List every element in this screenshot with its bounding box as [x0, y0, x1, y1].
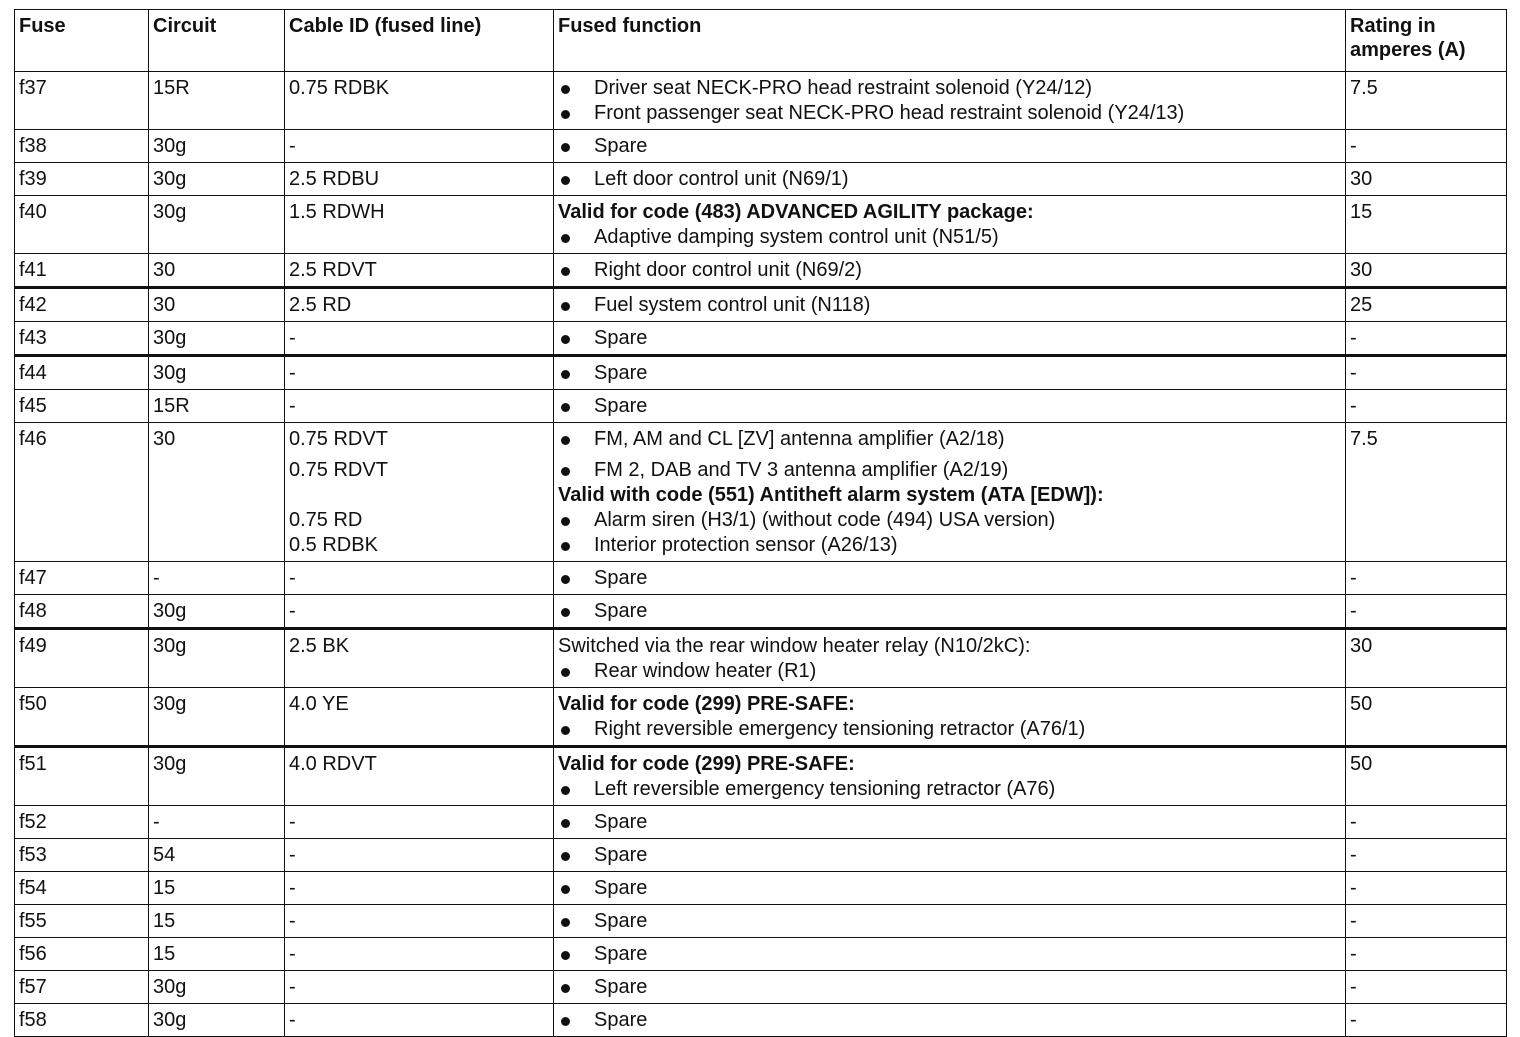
cable-id: 2.5 RDBU	[289, 168, 380, 190]
table-row	[15, 595, 1507, 629]
function-item	[558, 361, 1341, 386]
rating-cell: -	[1346, 1004, 1507, 1037]
circuit-cell: 15	[149, 938, 285, 971]
fuse-cell: f48	[15, 595, 149, 629]
bullet-icon	[558, 909, 594, 934]
rating-cell: 50	[1346, 747, 1507, 806]
table-row	[15, 72, 1507, 130]
function-item	[558, 508, 1341, 533]
function-cell	[554, 72, 1346, 130]
circuit-cell: 30g	[149, 322, 285, 356]
circuit-cell: 15R	[149, 390, 285, 423]
bullet-icon	[558, 533, 594, 558]
function-cell	[554, 163, 1346, 196]
cable-cell	[285, 806, 554, 839]
function-text: Spare	[594, 1009, 648, 1031]
cable-cell	[285, 938, 554, 971]
table-row	[15, 254, 1507, 288]
table-row	[15, 1004, 1507, 1037]
circuit-cell: 30	[149, 288, 285, 322]
function-text: Spare	[594, 362, 648, 384]
circuit-cell: 30g	[149, 356, 285, 390]
header-cable-id: Cable ID (fused line)	[285, 10, 554, 72]
rating-cell: -	[1346, 322, 1507, 356]
function-cell	[554, 938, 1346, 971]
cable-cell	[285, 688, 554, 747]
circuit-cell: 30g	[149, 163, 285, 196]
function-text: Spare	[594, 976, 648, 998]
rating-cell: -	[1346, 390, 1507, 423]
cable-id: 1.5 RDWH	[289, 201, 385, 223]
function-item	[558, 843, 1341, 868]
table-row	[15, 163, 1507, 196]
header-rating-line2: amperes (A)	[1350, 39, 1466, 61]
cable-cell	[285, 322, 554, 356]
function-item	[558, 258, 1341, 283]
cable-cell	[285, 72, 554, 130]
function-cell	[554, 288, 1346, 322]
cable-id: 0.75 RDVT	[289, 428, 388, 450]
function-item	[558, 293, 1341, 318]
function-text: Spare	[594, 395, 648, 417]
rating-cell: -	[1346, 806, 1507, 839]
table-row	[15, 130, 1507, 163]
table-row	[15, 839, 1507, 872]
fuse-cell: f39	[15, 163, 149, 196]
function-note: Switched via the rear window heater relay (N10/2kC):	[558, 635, 1031, 657]
cable-id: 4.0 RDVT	[289, 753, 377, 775]
table-row	[15, 971, 1507, 1004]
cable-cell	[285, 288, 554, 322]
function-text: Spare	[594, 943, 648, 965]
rating-cell: -	[1346, 971, 1507, 1004]
function-item	[558, 810, 1341, 835]
cable-cell	[285, 747, 554, 806]
function-cell	[554, 839, 1346, 872]
table-row	[15, 356, 1507, 390]
circuit-cell: 30g	[149, 595, 285, 629]
circuit-cell: 30g	[149, 629, 285, 688]
circuit-cell: 30	[149, 254, 285, 288]
circuit-cell: -	[149, 562, 285, 595]
fuse-table	[14, 9, 1507, 1037]
bullet-icon	[558, 566, 594, 591]
fuse-cell: f54	[15, 872, 149, 905]
function-item	[558, 134, 1341, 159]
table-row	[15, 938, 1507, 971]
function-condition: Valid for code (483) ADVANCED AGILITY package:	[558, 201, 1034, 223]
rating-cell: -	[1346, 905, 1507, 938]
bullet-icon	[558, 810, 594, 835]
cable-cell	[285, 905, 554, 938]
bullet-icon	[558, 777, 594, 802]
function-item	[558, 458, 1341, 483]
rating-cell: -	[1346, 839, 1507, 872]
cable-cell	[285, 423, 554, 562]
fuse-table-body	[15, 72, 1507, 1037]
function-cell	[554, 872, 1346, 905]
fuse-cell: f47	[15, 562, 149, 595]
function-item	[558, 942, 1341, 967]
rating-cell: -	[1346, 595, 1507, 629]
cable-id: 2.5 BK	[289, 635, 350, 657]
function-cell	[554, 747, 1346, 806]
table-row	[15, 806, 1507, 839]
circuit-cell: 30g	[149, 1004, 285, 1037]
circuit-cell: 30g	[149, 196, 285, 254]
bullet-icon	[558, 975, 594, 1000]
function-cell	[554, 130, 1346, 163]
function-text: Rear window heater (R1)	[594, 660, 817, 682]
fuse-cell: f44	[15, 356, 149, 390]
function-text: Front passenger seat NECK-PRO head restraint solenoid (Y24/13)	[594, 102, 1185, 124]
bullet-icon	[558, 76, 594, 101]
rating-cell: 15	[1346, 196, 1507, 254]
fuse-cell: f58	[15, 1004, 149, 1037]
rating-cell: -	[1346, 938, 1507, 971]
function-text: Alarm siren (H3/1) (without code (494) USA version)	[594, 509, 1056, 531]
function-cell	[554, 595, 1346, 629]
function-cell	[554, 971, 1346, 1004]
cable-cell	[285, 1004, 554, 1037]
circuit-cell: 54	[149, 839, 285, 872]
cable-cell	[285, 356, 554, 390]
cable-cell	[285, 254, 554, 288]
cable-id: -	[289, 976, 296, 998]
table-row	[15, 423, 1507, 562]
bullet-icon	[558, 293, 594, 318]
fuse-cell: f46	[15, 423, 149, 562]
function-text: Spare	[594, 135, 648, 157]
function-cell	[554, 322, 1346, 356]
bullet-icon	[558, 717, 594, 742]
fuse-cell: f38	[15, 130, 149, 163]
function-cell	[554, 254, 1346, 288]
function-text: Adaptive damping system control unit (N51/5)	[594, 226, 999, 248]
function-text: Left reversible emergency tensioning retractor (A76)	[594, 778, 1056, 800]
function-item	[558, 101, 1341, 126]
rating-cell: 30	[1346, 163, 1507, 196]
cable-id: -	[289, 395, 296, 417]
function-cell	[554, 196, 1346, 254]
function-item	[558, 599, 1341, 624]
function-text: FM, AM and CL [ZV] antenna amplifier (A2/18)	[594, 428, 1005, 450]
cable-cell	[285, 390, 554, 423]
cable-cell	[285, 971, 554, 1004]
function-cell	[554, 356, 1346, 390]
header-row	[15, 10, 1507, 72]
function-item	[558, 394, 1341, 419]
function-cell	[554, 688, 1346, 747]
cable-cell	[285, 163, 554, 196]
circuit-cell: 30	[149, 423, 285, 562]
function-cell	[554, 806, 1346, 839]
cable-id: -	[289, 567, 296, 589]
table-row	[15, 905, 1507, 938]
rating-cell: 50	[1346, 688, 1507, 747]
cable-id: -	[289, 844, 296, 866]
table-row	[15, 629, 1507, 688]
rating-cell: 25	[1346, 288, 1507, 322]
function-cell	[554, 562, 1346, 595]
function-item	[558, 975, 1341, 1000]
cable-id: -	[289, 1009, 296, 1031]
circuit-cell: -	[149, 806, 285, 839]
fuse-cell: f37	[15, 72, 149, 130]
fuse-cell: f40	[15, 196, 149, 254]
function-item	[558, 717, 1341, 742]
table-row	[15, 390, 1507, 423]
function-item	[558, 1008, 1341, 1033]
header-fused-function: Fused function	[554, 10, 1346, 72]
bullet-icon	[558, 326, 594, 351]
fuse-cell: f51	[15, 747, 149, 806]
cable-id: 0.75 RD	[289, 509, 363, 531]
function-item	[558, 167, 1341, 192]
cable-id: -	[289, 811, 296, 833]
bullet-icon	[558, 876, 594, 901]
rating-cell: -	[1346, 356, 1507, 390]
function-item	[558, 659, 1341, 684]
bullet-icon	[558, 942, 594, 967]
circuit-cell: 30g	[149, 130, 285, 163]
circuit-cell: 15	[149, 905, 285, 938]
cable-id: -	[289, 877, 296, 899]
function-text: Right door control unit (N69/2)	[594, 259, 862, 281]
function-item	[558, 876, 1341, 901]
function-item	[558, 326, 1341, 351]
circuit-cell: 15R	[149, 72, 285, 130]
function-text: Left door control unit (N69/1)	[594, 168, 849, 190]
fuse-cell: f52	[15, 806, 149, 839]
bullet-icon	[558, 167, 594, 192]
function-item	[558, 777, 1341, 802]
function-condition: Valid with code (551) Antitheft alarm system (ATA [EDW]):	[558, 484, 1104, 506]
function-cell	[554, 629, 1346, 688]
cable-id: -	[289, 943, 296, 965]
bullet-icon	[558, 659, 594, 684]
header-fuse: Fuse	[15, 10, 149, 72]
function-item	[558, 533, 1341, 558]
table-row	[15, 562, 1507, 595]
bullet-icon	[558, 599, 594, 624]
fuse-cell: f57	[15, 971, 149, 1004]
cable-id: -	[289, 600, 296, 622]
function-text: Spare	[594, 910, 648, 932]
cable-id: 0.75 RDVT	[289, 459, 388, 481]
bullet-icon	[558, 458, 594, 483]
circuit-cell: 30g	[149, 747, 285, 806]
cable-id	[289, 483, 549, 508]
cable-id: -	[289, 910, 296, 932]
table-row	[15, 688, 1507, 747]
function-cell	[554, 1004, 1346, 1037]
cable-id: 2.5 RD	[289, 294, 352, 316]
function-condition: Valid for code (299) PRE-SAFE:	[558, 693, 855, 715]
fuse-cell: f49	[15, 629, 149, 688]
function-item	[558, 427, 1341, 452]
table-row	[15, 747, 1507, 806]
circuit-cell: 30g	[149, 971, 285, 1004]
cable-cell	[285, 629, 554, 688]
cable-cell	[285, 196, 554, 254]
rating-cell: -	[1346, 130, 1507, 163]
function-item	[558, 566, 1341, 591]
cable-cell	[285, 839, 554, 872]
function-item	[558, 909, 1341, 934]
rating-cell: 30	[1346, 254, 1507, 288]
cable-id: -	[289, 362, 296, 384]
function-text: Spare	[594, 327, 648, 349]
function-text: FM 2, DAB and TV 3 antenna amplifier (A2/19)	[594, 459, 1009, 481]
fuse-cell: f41	[15, 254, 149, 288]
fuse-cell: f42	[15, 288, 149, 322]
table-row	[15, 288, 1507, 322]
function-text: Interior protection sensor (A26/13)	[594, 534, 898, 556]
function-text: Fuel system control unit (N118)	[594, 294, 871, 316]
table-row	[15, 322, 1507, 356]
bullet-icon	[558, 225, 594, 250]
bullet-icon	[558, 394, 594, 419]
function-cell	[554, 390, 1346, 423]
bullet-icon	[558, 258, 594, 283]
rating-cell: 30	[1346, 629, 1507, 688]
function-item	[558, 225, 1341, 250]
function-condition: Valid for code (299) PRE-SAFE:	[558, 753, 855, 775]
cable-cell	[285, 872, 554, 905]
bullet-icon	[558, 427, 594, 452]
function-cell	[554, 905, 1346, 938]
circuit-cell: 30g	[149, 688, 285, 747]
cable-cell	[285, 130, 554, 163]
table-row	[15, 196, 1507, 254]
function-text: Spare	[594, 600, 648, 622]
cable-id: 2.5 RDVT	[289, 259, 377, 281]
cable-id: -	[289, 327, 296, 349]
header-circuit: Circuit	[149, 10, 285, 72]
rating-cell: -	[1346, 872, 1507, 905]
bullet-icon	[558, 843, 594, 868]
cable-id: -	[289, 135, 296, 157]
bullet-icon	[558, 101, 594, 126]
function-text: Right reversible emergency tensioning retractor (A76/1)	[594, 718, 1086, 740]
table-row	[15, 872, 1507, 905]
function-text: Spare	[594, 877, 648, 899]
rating-cell: -	[1346, 562, 1507, 595]
rating-cell: 7.5	[1346, 72, 1507, 130]
cable-id: 0.5 RDBK	[289, 534, 378, 556]
function-text: Spare	[594, 844, 648, 866]
function-text: Driver seat NECK-PRO head restraint solenoid (Y24/12)	[594, 77, 1092, 99]
cable-cell	[285, 595, 554, 629]
bullet-icon	[558, 508, 594, 533]
fuse-cell: f55	[15, 905, 149, 938]
bullet-icon	[558, 1008, 594, 1033]
cable-id: 4.0 YE	[289, 693, 349, 715]
header-rating	[1346, 10, 1507, 72]
cable-id: 0.75 RDBK	[289, 77, 390, 99]
function-cell	[554, 423, 1346, 562]
fuse-cell: f56	[15, 938, 149, 971]
function-item	[558, 76, 1341, 101]
function-text: Spare	[594, 567, 648, 589]
fuse-cell: f53	[15, 839, 149, 872]
rating-cell: 7.5	[1346, 423, 1507, 562]
function-text: Spare	[594, 811, 648, 833]
circuit-cell: 15	[149, 872, 285, 905]
bullet-icon	[558, 361, 594, 386]
fuse-cell: f45	[15, 390, 149, 423]
header-rating-line1: Rating in	[1350, 15, 1436, 37]
cable-cell	[285, 562, 554, 595]
bullet-icon	[558, 134, 594, 159]
fuse-cell: f43	[15, 322, 149, 356]
fuse-cell: f50	[15, 688, 149, 747]
